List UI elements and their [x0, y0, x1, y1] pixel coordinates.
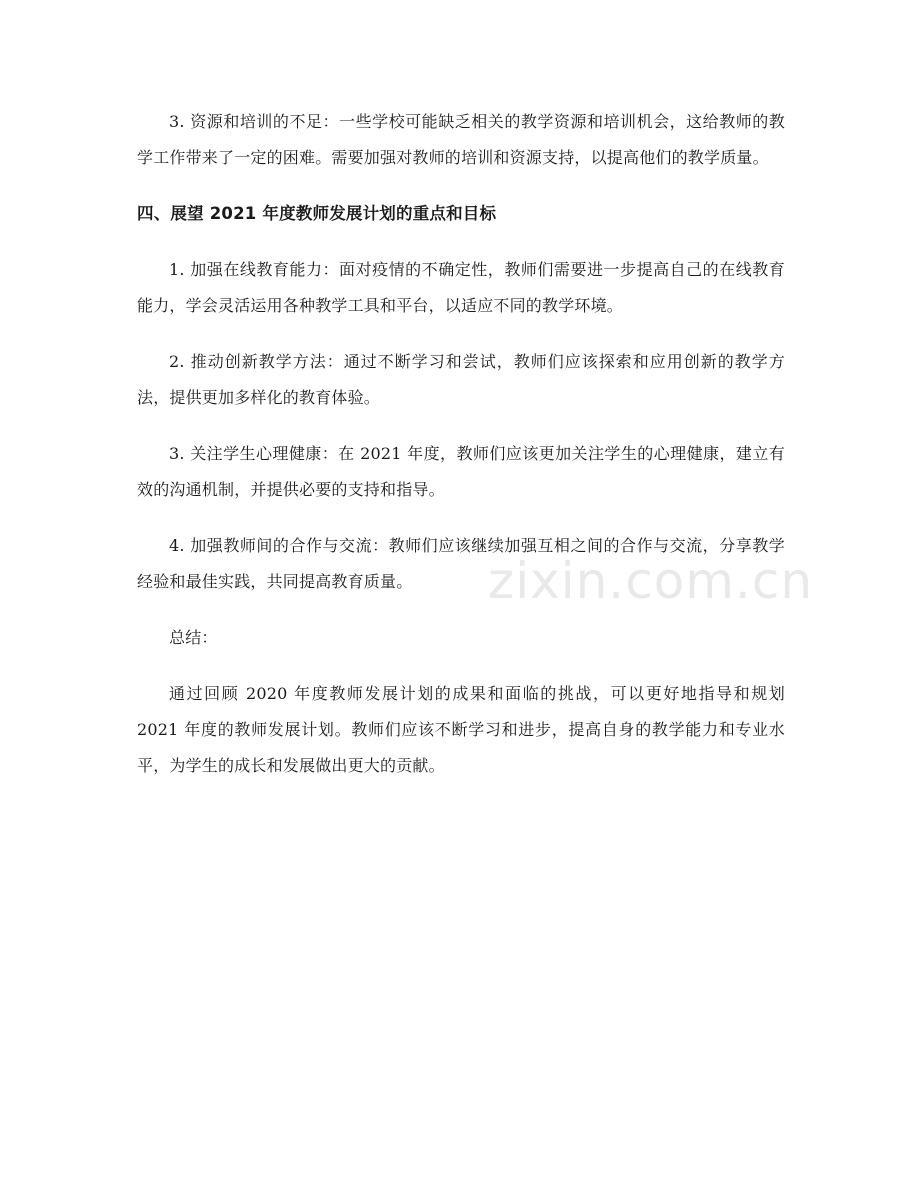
- document-body: [137, 104, 785, 804]
- summary-label: 总结：: [169, 628, 218, 647]
- goal-item-3: 3. 关注学生心理健康：在 2021 年度，教师们应该更加关注学生的心理健康，建立有效的沟通机制，并提供必要的支持和指导。: [137, 444, 785, 499]
- goal-item-2: 2. 推动创新教学方法：通过不断学习和尝试，教师们应该探索和应用创新的教学方法，提供更加多样化的教育体验。: [137, 352, 785, 407]
- watermark: zixin.com.cn: [488, 552, 814, 610]
- goal-item-4: 4. 加强教师间的合作与交流：教师们应该继续加强互相之间的合作与交流，分享教学经验和最佳实践，共同提高教育质量。: [137, 536, 785, 591]
- goal-item-1: 1. 加强在线教育能力：面对疫情的不确定性，教师们需要进一步提高自己的在线教育能力，学会灵活运用各种教学工具和平台，以适应不同的教学环境。: [137, 260, 785, 315]
- summary-text: 通过回顾 2020 年度教师发展计划的成果和面临的挑战，可以更好地指导和规划 2021 年度的教师发展计划。教师们应该不断学习和进步，提高自身的教学能力和专业水平，为学生的成长和发展做出更大的贡献。: [137, 684, 785, 775]
- challenge-item-3: 3. 资源和培训的不足：一些学校可能缺乏相关的教学资源和培训机会，这给教师的教学工作带来了一定的困难。需要加强对教师的培训和资源支持，以提高他们的教学质量。: [137, 112, 785, 167]
- section-heading-4: 四、展望 2021 年度教师发展计划的重点和目标: [137, 204, 497, 223]
